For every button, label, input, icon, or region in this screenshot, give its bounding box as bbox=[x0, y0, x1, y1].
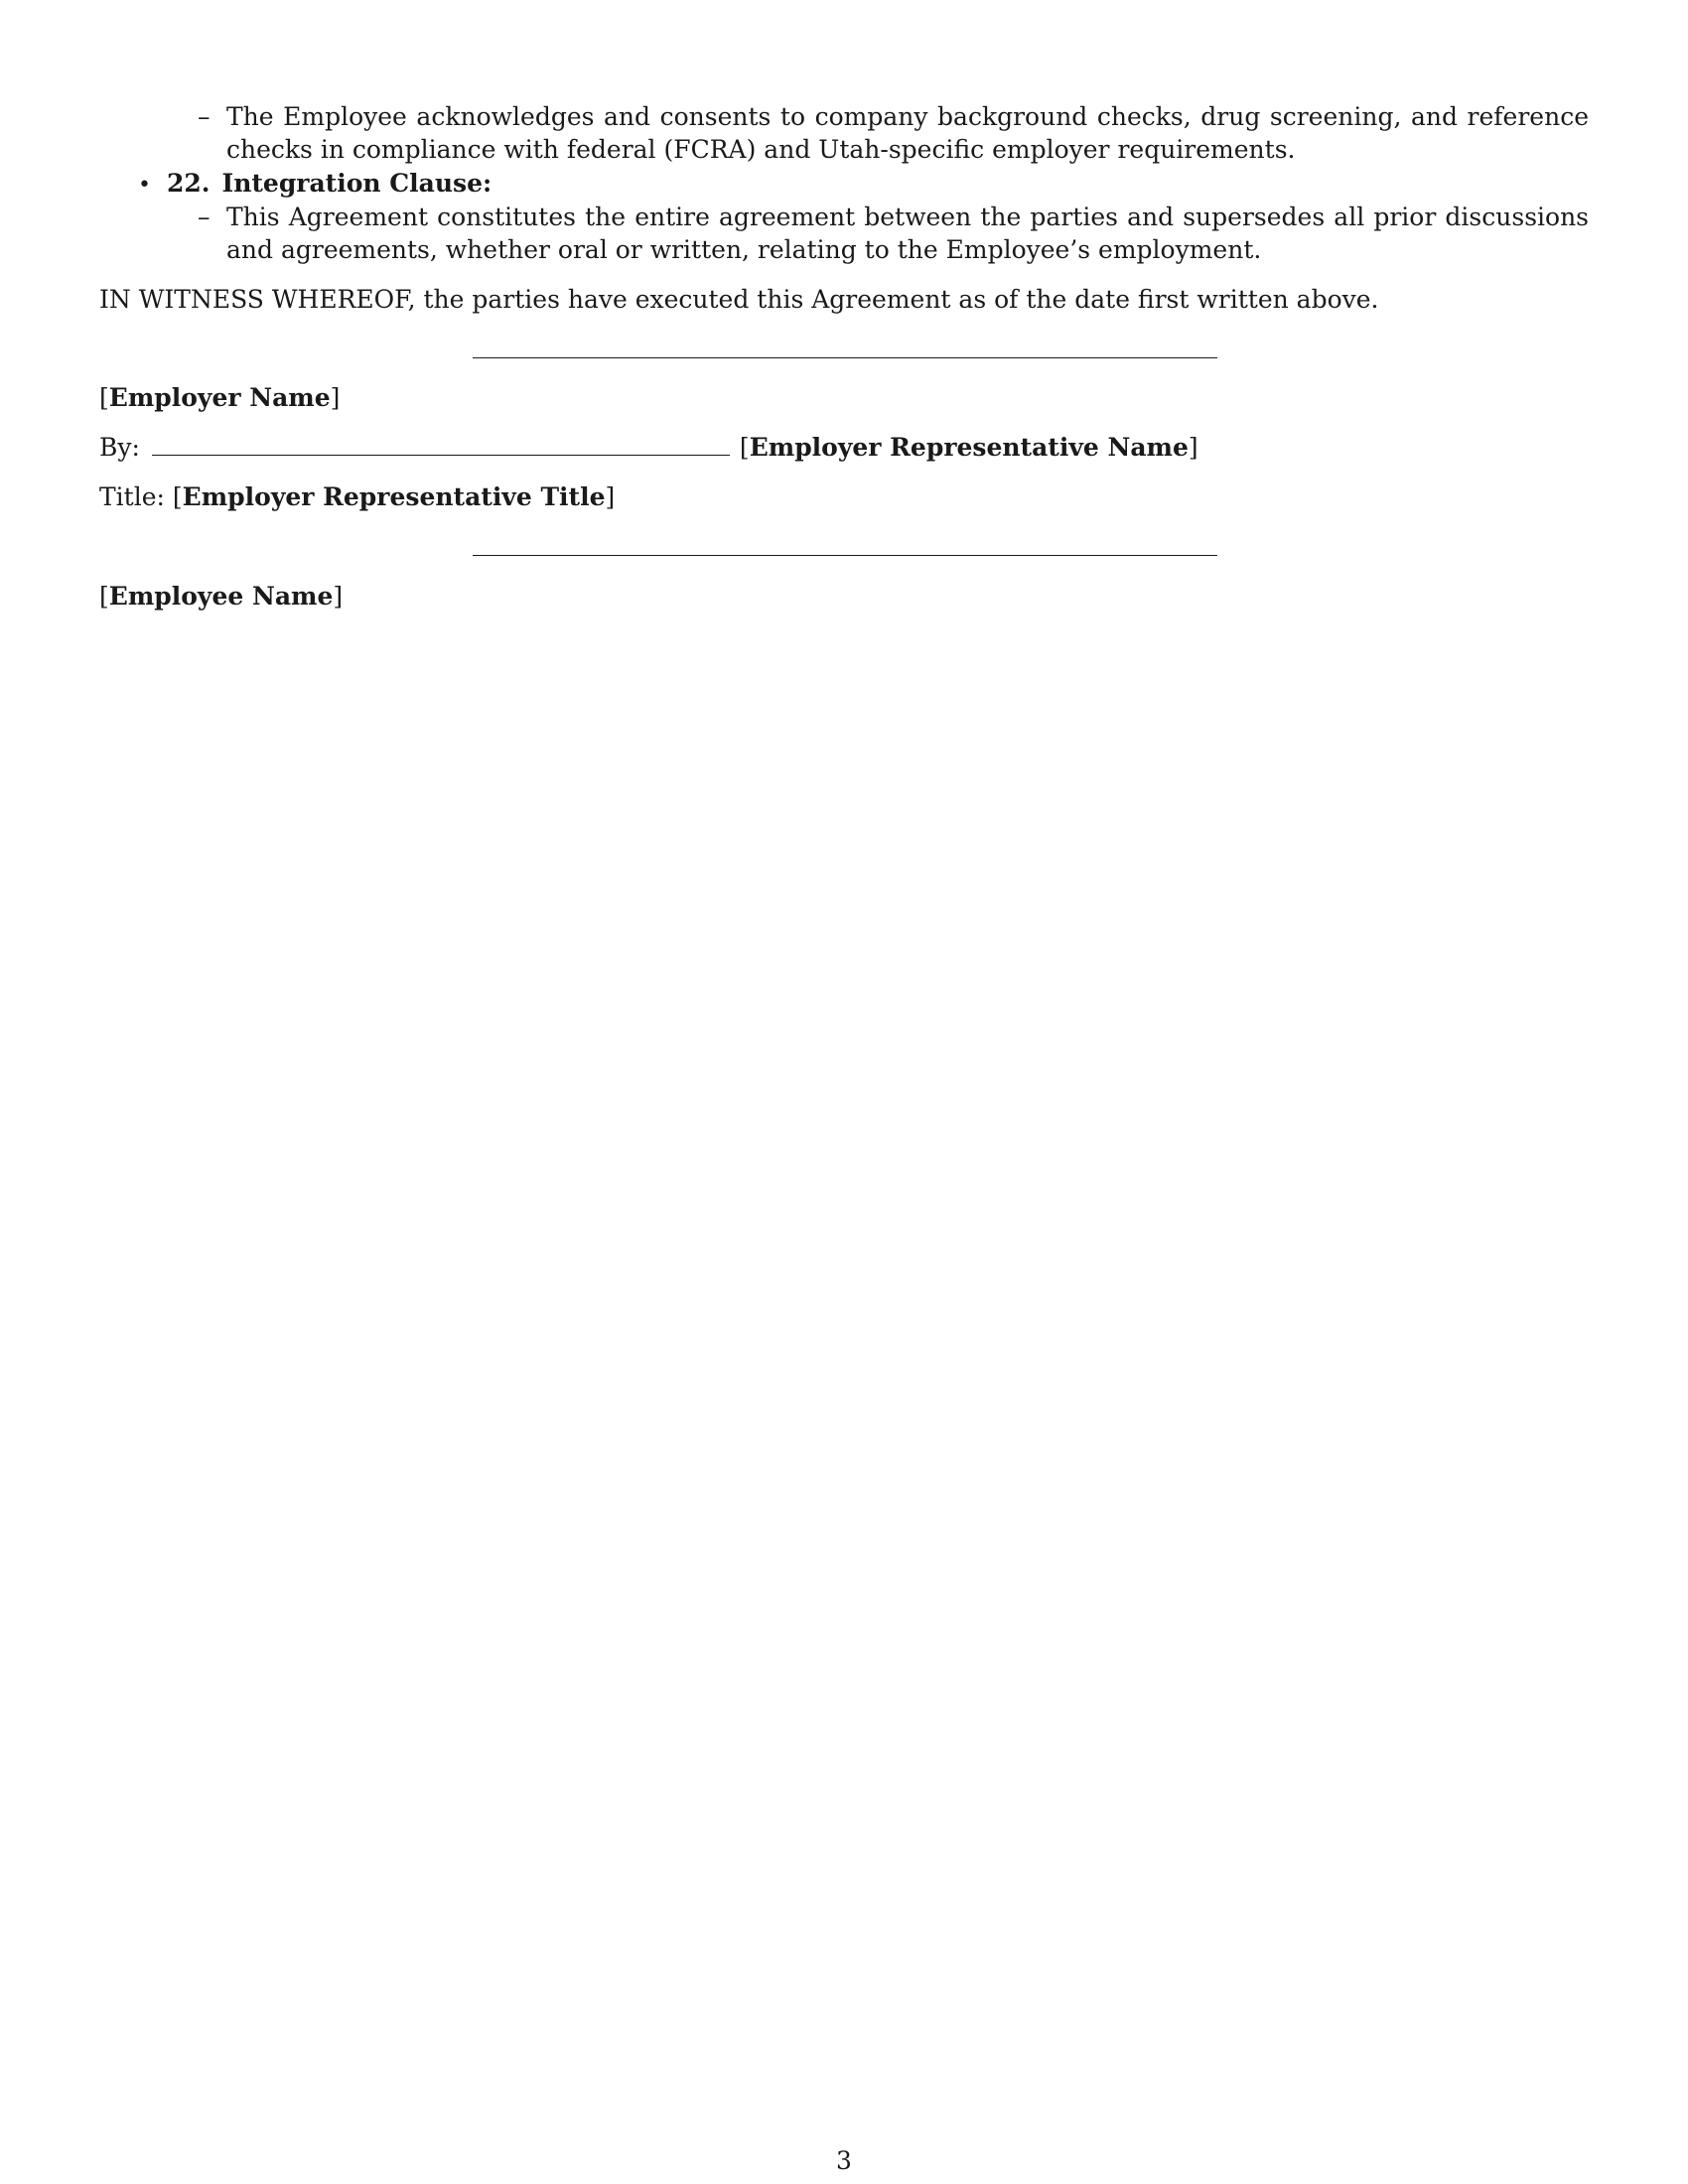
clause-22-heading bbox=[167, 167, 492, 200]
employee-name: [Employee Name] bbox=[99, 582, 344, 611]
employer-by-row: By: [Employer Representative Name] bbox=[99, 433, 1198, 462]
clause-21-dash: – bbox=[198, 102, 211, 131]
employer-representative-title: Employer Representative Title bbox=[182, 482, 606, 511]
employer-signature-line[interactable] bbox=[473, 357, 1217, 358]
clause-22-title: Integration Clause: bbox=[221, 169, 492, 198]
clause-22-bullet: • bbox=[138, 173, 151, 198]
employer-title-row: Title: [Employer Representative Title] bbox=[99, 482, 616, 511]
employee-signature-line[interactable] bbox=[473, 555, 1217, 556]
title-label: Title: bbox=[99, 482, 165, 511]
page-number: 3 bbox=[836, 2146, 852, 2175]
clause-22-number: 22. bbox=[167, 169, 211, 198]
by-signature-blank[interactable] bbox=[152, 433, 730, 456]
employer-representative-name: Employer Representative Name bbox=[749, 433, 1189, 462]
employer-name: [Employer Name] bbox=[99, 383, 341, 412]
clause-22-dash: – bbox=[198, 203, 211, 231]
clause-22-text: This Agreement constitutes the entire agreement between the parties and supersedes all prior discussions and agreements, whether oral or written, relating to the Employee’s employment. bbox=[226, 203, 1589, 264]
by-label: By: bbox=[99, 433, 140, 462]
witness-statement: IN WITNESS WHEREOF, the parties have executed this Agreement as of the date first written above. bbox=[99, 285, 1379, 314]
clause-21-text: The Employee acknowledges and consents to company background checks, drug screening, and reference checks in compliance with federal (FCRA) and Utah-specific employer requirements. bbox=[226, 102, 1589, 164]
